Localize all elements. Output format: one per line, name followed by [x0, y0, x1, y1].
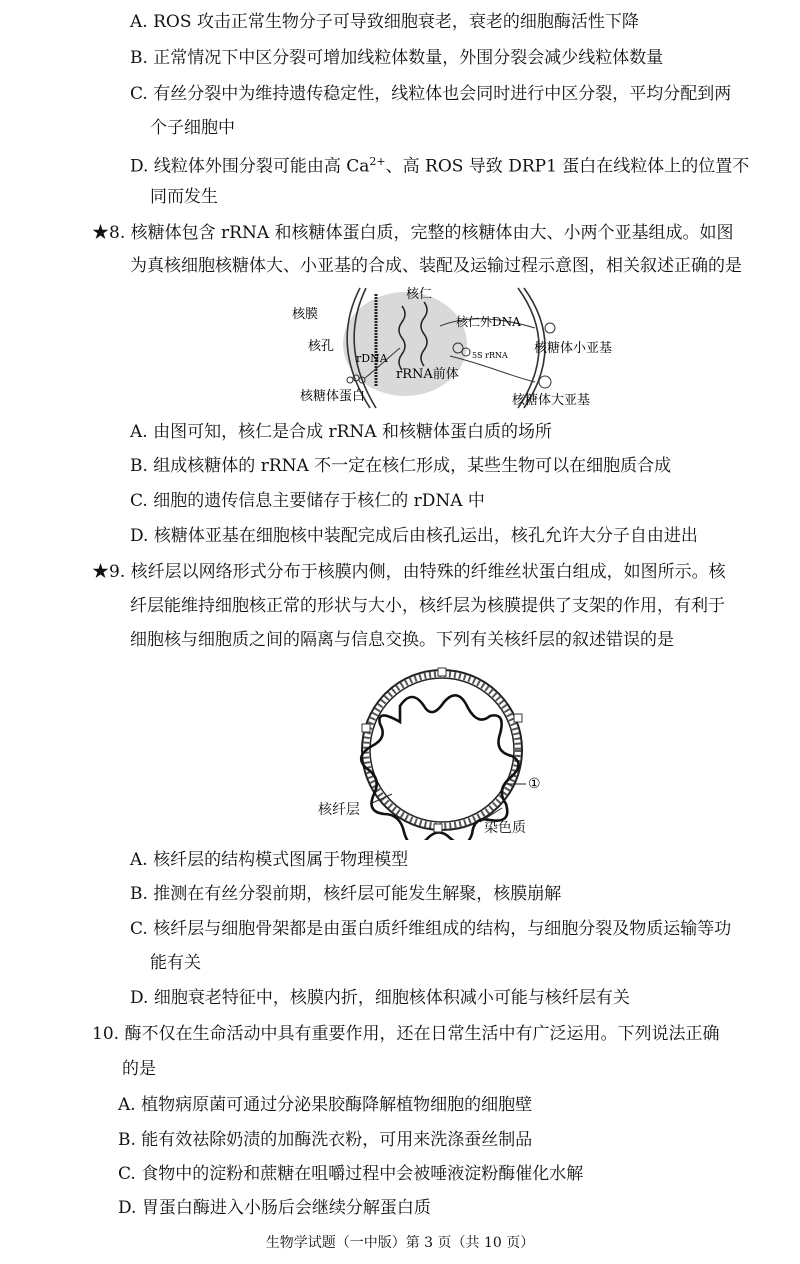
- nuclear-envelope-outer: [362, 670, 522, 830]
- q8-stem-line2: 为真核细胞核糖体大、小亚基的合成、装配及运输过程示意图，相关叙述正确的是: [130, 256, 742, 276]
- label-nuclear-membrane: 核膜: [292, 307, 319, 322]
- q8-option-d: D. 核糖体亚基在细胞核中装配完成后由核孔运出，核孔允许大分子自由进出: [130, 526, 698, 546]
- q7-option-d-line1: [130, 150, 749, 179]
- ribo-protein-dot-1: [347, 377, 353, 383]
- q9-option-d: D. 细胞衰老特征中，核膜内折，细胞核体积减小可能与核纤层有关: [130, 988, 630, 1008]
- q9-option-b: B. 推测在有丝分裂前期，核纤层可能发生解聚，核膜崩解: [130, 884, 562, 904]
- nuclear-pore-left: [362, 724, 370, 732]
- page-footer: 生物学试题（一中版）第 3 页（共 10 页）: [265, 1235, 535, 1251]
- nuclear-pore-right: [514, 714, 522, 722]
- label-nuclear-lamina: 核纤层: [318, 802, 360, 818]
- q9-option-a: A. 核纤层的结构模式图属于物理模型: [130, 850, 409, 870]
- q7-option-d-sup: 2+: [369, 155, 386, 168]
- q10-option-a: A. 植物病原菌可通过分泌果胶酶降解植物细胞的细胞壁: [118, 1095, 533, 1115]
- q7-option-d-text-b: 、高 ROS 导致 DRP1 蛋白在线粒体上的位置不: [385, 156, 750, 177]
- q7-option-a: A. ROS 攻击正常生物分子可导致细胞衰老，衰老的细胞酶活性下降: [130, 12, 639, 32]
- q9-option-c-line1: C. 核纤层与细胞骨架都是由蛋白质纤维组成的结构，与细胞分裂及物质运输等功: [130, 919, 732, 939]
- q8-option-b: B. 组成核糖体的 rRNA 不一定在核仁形成，某些生物可以在细胞质合成: [130, 456, 672, 476]
- q8-option-a: A. 由图可知，核仁是合成 rRNA 和核糖体蛋白质的场所: [130, 422, 552, 442]
- nuclear-lamina-diagram: [340, 666, 560, 840]
- q10-option-d: D. 胃蛋白酶进入小肠后会继续分解蛋白质: [118, 1198, 431, 1218]
- q7-option-c-line2: 个子细胞中: [150, 118, 235, 138]
- large-subunit-shape: [539, 376, 551, 388]
- label-nuclear-pore: 核孔: [308, 339, 335, 354]
- q8-option-c: C. 细胞的遗传信息主要储存于核仁的 rDNA 中: [130, 491, 485, 511]
- label-nucleolus: 核仁: [406, 287, 433, 302]
- q7-option-b: B. 正常情况下中区分裂可增加线粒体数量，外围分裂会减少线粒体数量: [130, 48, 664, 68]
- q10-option-b: B. 能有效祛除奶渍的加酶洗衣粉，可用来洗涤蚕丝制品: [118, 1130, 533, 1150]
- q7-option-d-text-a: D. 线粒体外围分裂可能由高 Ca: [130, 156, 370, 177]
- q9-stem-line1: ★9. 核纤层以网络形式分布于核膜内侧，由特殊的纤维丝状蛋白组成，如图所示。核: [92, 562, 726, 582]
- label-ribo-protein: 核糖体蛋白: [300, 389, 366, 404]
- label-chromatin: 染色质: [484, 820, 526, 836]
- nuclear-pore-top: [438, 668, 446, 676]
- ribosome-assembly-diagram: [290, 286, 630, 410]
- q9-stem-line3: 细胞核与细胞质之间的隔离与信息交换。下列有关核纤层的叙述错误的是: [130, 630, 674, 650]
- nuclear-envelope-inner: [370, 678, 514, 822]
- label-marker-1: ①: [528, 776, 541, 792]
- q7-option-c-line1: C. 有丝分裂中为维持遗传稳定性，线粒体也会同时进行中区分裂，平均分配到两: [130, 84, 732, 104]
- label-rdna: rDNA: [356, 352, 388, 365]
- small-subunit-shape: [545, 323, 555, 333]
- lamina-ring: [366, 674, 518, 826]
- q8-stem-line1: ★8. 核糖体包含 rRNA 和核糖体蛋白质，完整的核糖体由大、小两个亚基组成。如图: [92, 223, 734, 243]
- q10-stem-line1: 10. 酶不仅在生命活动中具有重要作用，还在日常生活中有广泛运用。下列说法正确: [92, 1024, 720, 1044]
- q7-option-d-line2: 同而发生: [150, 187, 218, 207]
- label-small-subunit: 核糖体小亚基: [534, 341, 613, 356]
- label-rrna-precursor: rRNA前体: [396, 367, 459, 382]
- q10-option-c: C. 食物中的淀粉和蔗糖在咀嚼过程中会被唾液淀粉酶催化水解: [118, 1164, 584, 1184]
- label-large-subunit: 核糖体大亚基: [512, 393, 591, 408]
- label-extra-dna: 核仁外DNA: [456, 315, 521, 329]
- nuclear-pore-bottom: [434, 824, 442, 832]
- q9-option-c-line2: 能有关: [150, 953, 201, 973]
- q10-stem-line2: 的是: [122, 1059, 156, 1079]
- q9-stem-line2: 纤层能维持细胞核正常的形状与大小，核纤层为核膜提供了支架的作用，有利于: [130, 596, 725, 616]
- label-5s-rrna: 5S rRNA: [472, 351, 508, 360]
